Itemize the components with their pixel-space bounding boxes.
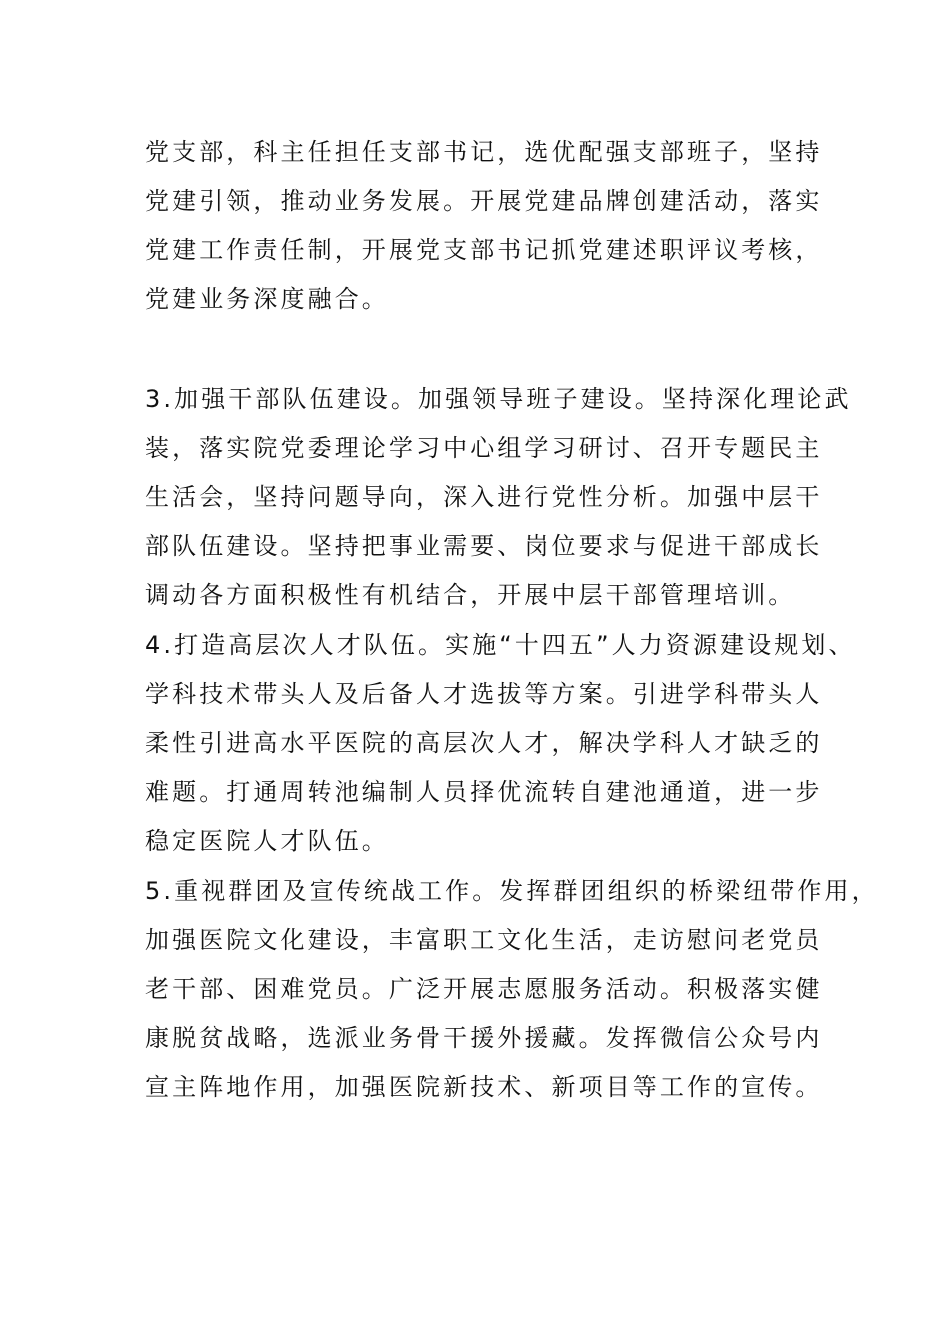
text-line: 宣主阵地作用，加强医院新技术、新项目等工作的宣传。: [145, 1073, 823, 1101]
text-line: 党支部，科主任担任支部书记，选优配强支部班子，坚持: [145, 138, 823, 166]
paragraph-mass-organizations: [145, 867, 879, 1112]
text-line: 难题。打通周转池编制人员择优流转自建池通道，进一步: [145, 778, 823, 806]
text-line: 装，落实院党委理论学习中心组学习研讨、召开专题民主: [145, 434, 823, 462]
text-line: 党建工作责任制，开展党支部书记抓党建述职评议考核，: [145, 236, 823, 264]
text-line: 调动各方面积极性有机结合，开展中层干部管理培训。: [145, 581, 796, 609]
text-line: 柔性引进高水平医院的高层次人才，解决学科人才缺乏的: [145, 729, 823, 757]
text-line: 5.重视群团及宣传统战工作。发挥群团组织的桥梁纽带作用，: [145, 877, 879, 905]
text-line: 康脱贫战略，选派业务骨干援外援藏。发挥微信公众号内: [145, 1024, 823, 1052]
text-line: 老干部、困难党员。广泛开展志愿服务活动。积极落实健: [145, 975, 823, 1003]
text-line: 党建业务深度融合。: [145, 285, 389, 313]
paragraph-talent-team: [145, 621, 856, 866]
paragraph-party-branch: [145, 128, 845, 324]
text-line: 加强医院文化建设，丰富职工文化生活，走访慰问老党员: [145, 926, 823, 954]
text-line: 3.加强干部队伍建设。加强领导班子建设。坚持深化理论武: [145, 385, 852, 413]
text-line: 生活会，坚持问题导向，深入进行党性分析。加强中层干: [145, 483, 823, 511]
text-line: 党建引领，推动业务发展。开展党建品牌创建活动，落实: [145, 187, 823, 215]
text-line: 部队伍建设。坚持把事业需要、岗位要求与促进干部成长: [145, 532, 823, 560]
text-line: 4.打造高层次人才队伍。实施“十四五”人力资源建设规划、: [145, 631, 856, 659]
text-line: 稳定医院人才队伍。: [145, 827, 389, 855]
paragraph-cadre-team: [145, 375, 852, 620]
text-line: 学科技术带头人及后备人才选拔等方案。引进学科带头人: [145, 680, 823, 708]
